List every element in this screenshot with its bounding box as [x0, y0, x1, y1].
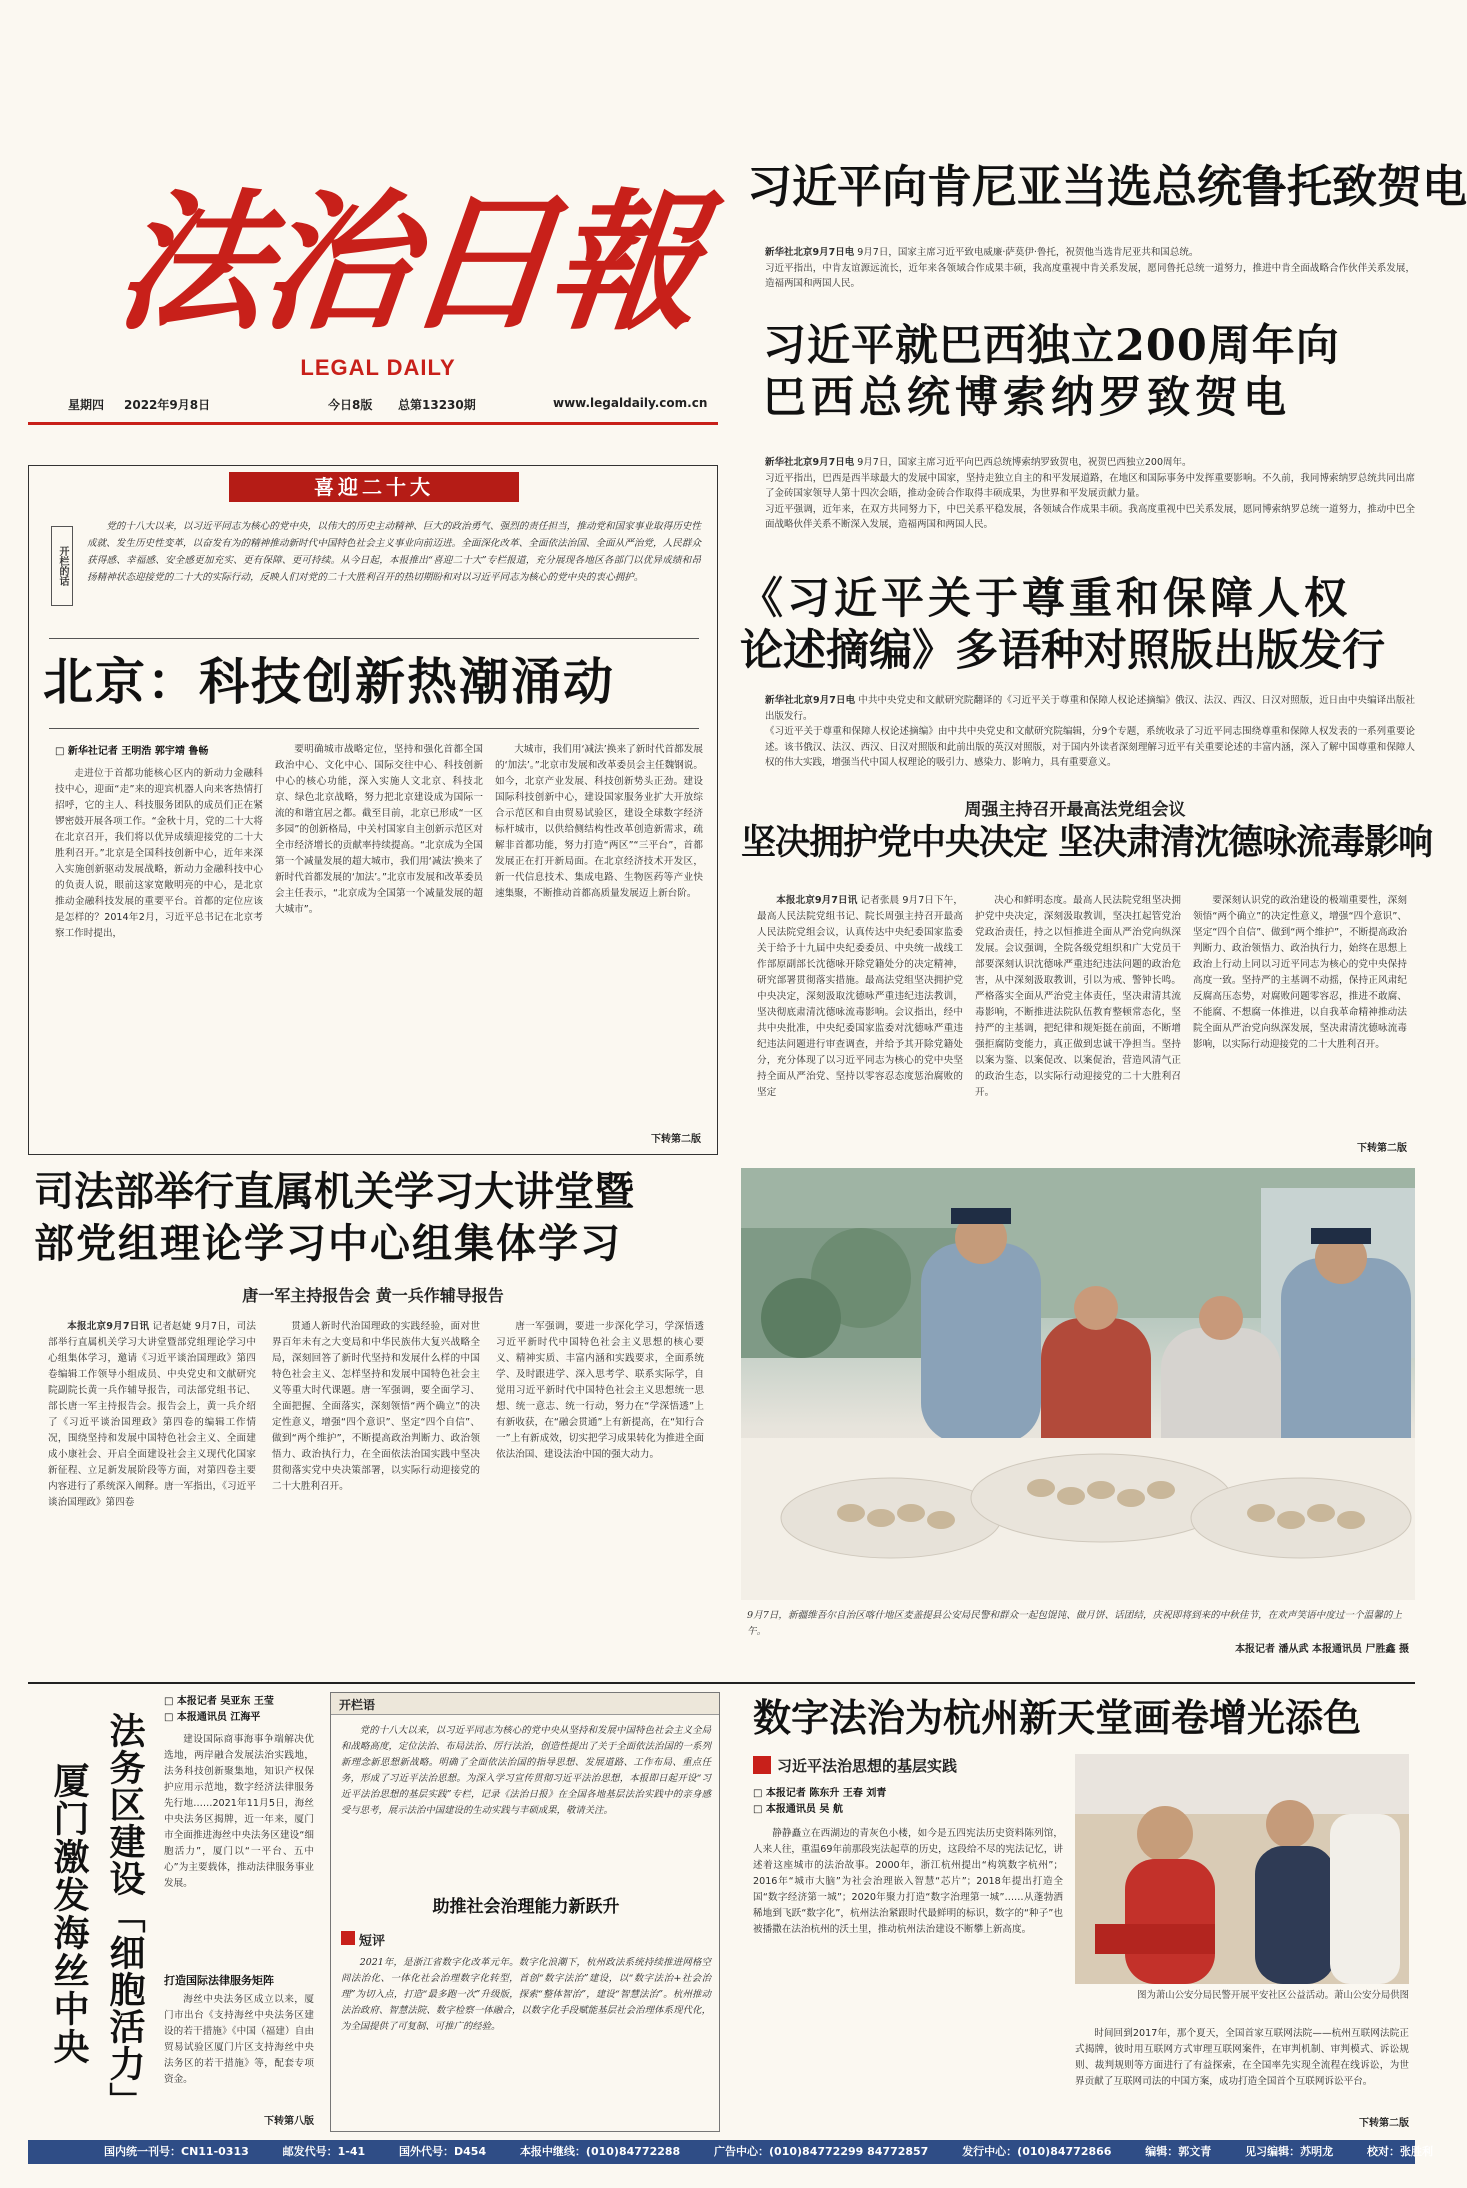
headline-line-1: 《习近平关于尊重和保障人权	[740, 574, 1351, 624]
headline-line-1: 司法部举行直属机关学习大讲堂暨	[34, 1168, 634, 1215]
byline: □ 新华社记者 王明浩 郭宇靖 鲁畅	[55, 746, 209, 757]
col3-text: 唐一军强调，要进一步深化学习，学深悟透习近平新时代中国特色社会主义思想的核心要义、精神实质、丰富内涵和实践要求，全面系统学、及时跟进学、深入思考学、联系实际学，自觉用习近平新时代中国特色社会主义思想统一思想、统一意志、统一行动，努力在“学深悟透”上有新收获，在“融会贯通”上有新提高，在“知行合一”上有新成效，切实把学习成果转化为推进全面依法治国、建设法治中国的强大动力。	[496, 1321, 704, 1460]
byline-2: □ 本报通讯员 江海平	[164, 1712, 261, 1723]
article-column-intro	[330, 1692, 720, 2132]
article-kenya	[735, 155, 1467, 305]
masthead-date: 2022年9月8日	[124, 398, 211, 412]
column-2	[275, 742, 483, 1141]
footer-postal-code: 邮发代号：1-41	[282, 2145, 366, 2158]
intro-text: 党的十八大以来，以习近平同志为核心的党中央，以伟大的历史主动精神、巨大的政治勇气、强烈的责任担当，推动党和国家事业取得历史性成就、发生历史性变革，以奋发有为的精神推动新时代中国特色社会主义事业向前迈进。全面深化改革、全面依法治国、全面从严治党，人民群众获得感、幸福感、安全感更加充实、更有保障、更可持续。从今日起，本报推出“喜迎二十大”专栏报道，充分展现各地区各部门以优异成绩和昂扬精神状态迎接党的二十大的实际行动，反映人们对党的二十大胜利召开的热切期盼和对以习近平同志为核心的党中央的衷心拥护。	[87, 521, 701, 583]
photo-image	[1075, 1754, 1409, 1984]
photo-caption: 图为萧山公安分局民警开展平安社区公益活动。萧山公安分局供图	[1137, 1990, 1409, 2001]
photo-illustration	[1075, 1754, 1409, 1984]
kicker: 周强主持召开最高法党组会议	[964, 800, 1186, 820]
dateline: 新华社北京9月7日电	[765, 247, 855, 258]
comment-body: 2021年，是浙江省数字化改革元年。数字化浪潮下，杭州政法系统持续推进网格空间法治化、一体化社会治理数字化转型，首创“数字法治”建设，以“数字法治+社会治理”为切入点，打造“最多跑一次”升级版，探索“整体智治”，建设“智慧法治”。杭州推动法治政府、智慧法院、数字检察一体融合，以数字化手段赋能基层社会治理体系现代化，为全国提供了可复制、可推广的经验。	[341, 1957, 711, 2032]
body-text-3: 习近平强调，近年来，在双方共同努力下，中巴关系平稳发展，各领域合作成果丰硕。我高度重视中巴关系发展，愿同博索纳罗总统一道努力，推动中巴全面战略伙伴关系不断深入发展，造福两国和两国人民。	[765, 503, 1415, 530]
column-tag	[51, 526, 73, 606]
article-hangzhou	[735, 1692, 1415, 2132]
column-label-text: 习近平法治思想的基层实践	[777, 1757, 958, 1775]
footer-domestic-code: 国内统一刊号：CN11-0313	[104, 2145, 249, 2158]
headline: 坚决拥护党中央决定 坚决肃清沈德咏流毒影响	[741, 822, 1433, 863]
headline: 习近平向肯尼亚当选总统鲁托致贺电	[747, 160, 1467, 213]
tag-text: 短评	[359, 1934, 386, 1949]
footer-proofreader: 校对：张胜利	[1366, 2145, 1433, 2158]
dateline: 新华社北京9月7日电	[765, 695, 856, 706]
column-icon	[753, 1756, 771, 1774]
headline-line-2: 巴西总统博索纳罗致贺电	[763, 373, 1291, 423]
continued-label: 下转第二版	[1359, 2118, 1409, 2129]
subtitle: 唐一军主持报告会 黄一兵作辅导报告	[242, 1286, 504, 1305]
masthead-pages: 今日8版	[328, 398, 373, 412]
article-body	[765, 455, 1415, 550]
banner-text: 喜迎二十大	[314, 475, 434, 499]
body-text: 9月7日，国家主席习近平向巴西总统博索纳罗致贺电，祝贺巴西独立200周年。	[857, 457, 1192, 468]
intro-header	[331, 1693, 719, 1715]
col1-text: 9月7日，司法部举行直属机关学习大讲堂暨部党组理论学习中心组集体学习，邀请《习近平谈治国理政》第四卷编辑工作领导小组成员、中央党史和文献研究院副院长黄一兵作辅导报告，司法部党组书记、部长唐一军主持报告会。报告会上，黄一兵介绍了《习近平谈治国理政》第四卷的编辑工作情况，围绕坚持和发展中国特色社会主义、全面建成小康社会、开启全面建设社会主义现代化国家新征程、立足新发展阶段等方面，对第四卷主要内容进行了系统深入阐释。唐一军指出，《习近平谈治国理政》第四卷	[48, 1321, 256, 1508]
column-2	[272, 1319, 480, 1669]
column-1	[48, 1319, 256, 1669]
footer-phone: 本报中继线：(010)84772288	[519, 2145, 681, 2158]
col2-text: 决心和鲜明态度。最高人民法院党组坚决拥护党中央决定，深刻汲取教训，坚决扛起管党治党政治责任，持之以恒推进全面从严治党向纵深发展。会议强调，全院各级党组织和广大党员干部要深刻认识沈德咏严重违纪违法问题的政治危害，从中深刻汲取教训，引以为戒、警钟长鸣。严格落实全面从严治党主体责任，坚决肃清其流毒影响，不断推进法院队伍教育整顿常态化，坚持严的主基调，把纪律和规矩挺在前面，不断增强拒腐防变能力，真正做到忠诚干净担当。坚持以案为鉴、以案促改、以案促治，营造风清气正的政治生态，以实际行动迎接党的二十大胜利召开。	[975, 895, 1181, 1098]
footer-bar	[28, 2140, 1433, 2164]
column-2	[975, 893, 1181, 1153]
headline: 助推社会治理能力新跃升	[432, 1897, 620, 1917]
continued-label: 下转第二版	[651, 1134, 701, 1145]
masthead-issue: 总第13230期	[398, 398, 476, 412]
photo-illustration	[741, 1168, 1415, 1600]
column-2	[1075, 2026, 1409, 2112]
footer-issue-center: 发行中心：(010)84772866	[962, 2145, 1112, 2158]
tag-icon	[341, 1931, 355, 1945]
intro-box	[330, 1692, 720, 2132]
footer-ads: 广告中心：(010)84772299 84772857	[714, 2145, 929, 2158]
col-text: 建设国际商事海事争端解决优选地，两岸融合发展法治实践地，法务科技创新聚集地，知识产权保护应用示范地，数字经济法律服务先行地……2021年11月5日，海丝中央法务区揭牌，近一年来，厦门市全面推进海丝中央法务区建设“细胞活力”，厦门以“一平台、五中心”为主要载体，推动法律服务事业发展。	[164, 1734, 314, 1889]
body-text-2: 习近平指出，中肯友谊源远流长，近年来各领域合作成果丰硕，我高度重视中肯关系发展，愿同鲁托总统一道努力，推进中肯全面战略合作伙伴关系发展，造福两国和两国人民。	[765, 262, 1415, 289]
photo-block	[741, 1168, 1415, 1668]
masthead-rule	[28, 422, 718, 425]
article-xiamen	[28, 1692, 316, 2132]
column-1	[757, 893, 963, 1153]
article-ministry-justice	[28, 1165, 718, 1675]
column-3	[1193, 893, 1407, 1137]
col2-text: 贯通人新时代治国理政的实践经验，面对世界百年未有之大变局和中华民族伟大复兴战略全局，深刻回答了新时代坚持和发展什么样的中国特色社会主义、怎样坚持和发展中国特色社会主义等重大时代课题。唐一军强调，要全面学习、全面把握、全面落实，深刻领悟“两个确立”的决定性意义，增强“四个意识”、坚定“四个自信”、做到“两个维护”，不断提高政治判断力、政治领悟力、政治执行力，在全面依法治国实践中坚决贯彻落实党中央决策部署，以实际行动迎接党的二十大胜利召开。	[272, 1321, 480, 1492]
vertical-headline-right: 法务区建设「细胞活力」	[104, 1712, 146, 2119]
masthead-logo: 法治日報	[108, 175, 704, 351]
photo-caption: 9月7日，新疆维吾尔自治区喀什地区麦盖提县公安局民警和群众一起包馄饨、做月饼、话团结，庆祝即将到来的中秋佳节，在欢声笑语中度过一个温馨的上午。	[747, 1610, 1402, 1637]
intro-text: 党的十八大以来，以习近平同志为核心的党中央从坚持和发展中国特色社会主义全局和战略高度，定位法治、布局法治、厉行法治，创造性提出了关于全面依法治国的一系列新理念新思想新战略。明确了全面依法治国的指导思想、发展道路、工作布局、重点任务，形成了习近平法治思想。为深入学习宣传贯彻习近平法治思想，本报即日起开设“习近平法治思想的基层实践”专栏，记录《法治日报》在全国各地基层法治实践中的亲身感受与思考，展示法治中国建设的生动实践与丰硕成果，敬请关注。	[341, 1725, 711, 1816]
byline-2: □ 本报通讯员 吴 航	[753, 1804, 843, 1815]
article-human-rights	[735, 575, 1415, 775]
byline-1: □ 本报记者 吴亚东 王莹	[164, 1696, 274, 1707]
banner	[229, 472, 519, 502]
masthead-website: www.legaldaily.com.cn	[553, 396, 708, 410]
col2-text: 时间回到2017年，那个夏天，全国首家互联网法院——杭州互联网法院正式揭牌，彼时用互联网方式审理互联网案件，在审判机制、审判模式、诉讼规则、裁判规则等方面进行了有益探索，在全国率先实现全流程在线诉讼，为世界贡献了互联网司法的中国方案，成功打造全国首个互联网诉讼平台。	[1075, 2028, 1409, 2087]
article-supreme-court	[735, 795, 1433, 1155]
byline-1: □ 本报记者 陈东升 王春 刘青	[753, 1788, 887, 1799]
headline-line-1: 习近平就巴西独立200周年向	[763, 321, 1340, 371]
photo-credit: 本报记者 潘从武 本报通讯员 尸胜鑫 摄	[1235, 1644, 1409, 1655]
col1-text: 静静矗立在西湖边的青灰色小楼，如今是五四宪法历史资料陈列馆，人来人往，重温69年前那段宪法起草的历史，这段给不尽的宪法记忆，讲述着这座城市的法治故事。2000年，浙江杭州提出“构筑数字杭州”；2016年“城市大脑”为社会治理嵌入智慧“芯片”；2018年提出打造全国“数字经济第一城”；2020年聚力打造“数字治理第一城”……从蓬勃洒稀地到飞跃“数字化”，杭州法治紧跟时代最鲜明的标识，数字的“种子”也被播撒在法治杭州的沃土里，推动杭州法治建设不断攀上新高度。	[753, 1828, 1063, 1935]
footer-foreign-code: 国外代号：D454	[399, 2145, 487, 2158]
continued-label: 下转第二版	[1357, 1143, 1407, 1154]
headline-line-2: 论述摘编》多语种对照版出版发行	[740, 626, 1385, 676]
short-comment-tag	[341, 1929, 411, 1949]
masthead-logo-en: LEGAL DAILY	[300, 355, 456, 380]
masthead-weekday: 星期四	[68, 398, 105, 412]
dateline: 本报北京9月7日讯	[67, 1321, 150, 1332]
col2-text: 海丝中央法务区成立以来，厦门市出台《支持海丝中央法务区建设的若干措施》《中国（福建）自由贸易试验区厦门片区支持海丝中央法务区的若干措施》等，配套专项资金。	[164, 1994, 314, 2085]
col1-text: 走进位于首都功能核心区内的新动力金融科技中心，迎面“走”来的迎宾机器人向来客热情打招呼，它的主人、科技服务团队的成员们正在紧锣密鼓开展各项工作。“金秋十月，党的二十大将在北京召开，我们将以优异成绩迎接党的二十大胜利召开。”北京是全国科技创新中心，近年来深入实施创新驱动发展战略，新动力金融科技中心的负责人说，眼前这家宽敞明亮的中心，是北京推动金融科技发展的重要平台。首都的定位应该是怎样的？2014年2月，习近平总书记在北京考察工作时提出，	[55, 768, 263, 939]
col3-text: 大城市，我们用‘减法’换来了新时代首都发展的‘加法’。”北京市发展和改革委员会主任魏钢说。如今，北京产业发展、科技创新势头正劲。建设国际科技创新中心，建设国家服务业扩大开放综合示范区和自由贸易试验区，建设全球数字经济标杆城市，以供给侧结构性改革创造新需求，疏解非首都功能，努力打造“两区”“三平台”，首都发展正在打开新局面。在北京经济技术开发区，新一代信息技术、集成电路、生物医药等产业快速集聚，不断推动首都高质量发展迈上新台阶。	[495, 744, 703, 899]
dateline: 新华社北京9月7日电	[765, 457, 855, 468]
col1-text: 9月7日下午，最高人民法院党组书记、院长周强主持召开最高人民法院党组会议，认真传达中央纪委国家监委关于给予十九届中央纪委委员、中央统一战线工作部原副部长沈德咏开除党籍处分的决定精神，研究部署贯彻落实措施。最高法党组坚决拥护党中央决定，深刻汲取沈德咏严重违纪违法教训，坚决彻底肃清沈德咏流毒影响。会议指出，经中共中央批准，中央纪委国家监委对沈德咏严重违纪违法问题进行审查调查，并给予其开除党籍处分，充分体现了以习近平同志为核心的党中央坚持全面从严治党、坚持以零容忍态度惩治腐败的坚定	[757, 895, 963, 1098]
column-label	[753, 1754, 1053, 1776]
column-1	[753, 1826, 1063, 2126]
column-1	[55, 766, 263, 1141]
col3-text: 要深刻认识党的政治建设的极端重要性，深刻领悟“两个确立”的决定性意义，增强“四个意识”、坚定“四个自信”、做到“两个维护”，不断提高政治判断力、政治领悟力、政治执行力，始终在思想上政治上行动上同以习近平同志为核心的党中央保持高度一致。坚持严的主基调不动摇，保持正风肃纪反腐高压态势，对腐败问题零容忍，推进不敢腐、不能腐、不想腐一体推进，以自我革命精神推动法院全面从严治党向纵深发展，坚决肃清沈德咏流毒影响，以实际行动迎接党的二十大胜利召开。	[1193, 895, 1407, 1050]
article-body	[765, 245, 1415, 307]
column-tag-text: 开栏的话	[57, 546, 68, 586]
footer-intern-editor: 见习编辑：苏明龙	[1245, 2145, 1334, 2158]
subhead: 打造国际法律服务矩阵	[164, 1974, 274, 1987]
footer-editor: 编辑：郭文青	[1145, 2145, 1212, 2158]
dateline: 本报北京9月7日讯	[776, 895, 858, 906]
article-brazil	[735, 320, 1415, 555]
masthead	[28, 150, 718, 440]
photo-image	[741, 1168, 1415, 1600]
reporter: 记者张晨	[860, 895, 900, 906]
divider	[49, 638, 699, 639]
headline: 数字法治为杭州新天堂画卷增光添色	[753, 1695, 1362, 1740]
section-divider	[28, 1682, 1415, 1684]
column-1	[164, 1732, 314, 1964]
intro-header-text: 开栏语	[339, 1698, 376, 1712]
divider-2	[49, 728, 699, 729]
masthead-info-bar	[68, 392, 708, 414]
body-text-2: 《习近平关于尊重和保障人权论述摘编》由中共中央党史和文献研究院编辑，分9个专题，系统收录了习近平同志围绕尊重和保障人权发表的一系列重要论述。该书俄汉、法汉、西汉、日汉对照版和此前出版的英汉对照版，对于国内外读者深刻理解习近平有关重要论述的丰富内涵，深入了解中国尊重和保障人权的伟大实践，增强当代中国人权理论的吸引力、感染力、影响力，具有重要意义。	[765, 726, 1415, 768]
headline: 北京：科技创新热潮涌动	[43, 653, 615, 711]
article-beijing-box	[28, 465, 718, 1155]
column-2	[164, 1992, 314, 2110]
continued-label: 下转第八版	[264, 2116, 314, 2127]
vertical-headline-left: 厦门激发海丝中央	[48, 1762, 90, 2066]
reporter: 记者赵婕	[152, 1321, 192, 1332]
body-text: 中共中央党史和文献研究院翻译的《习近平关于尊重和保障人权论述摘编》俄汉、法汉、西汉、日汉对照版，近日由中央编译出版社出版发行。	[765, 695, 1415, 722]
body-text: 9月7日，国家主席习近平致电威廉·萨莫伊·鲁托，祝贺他当选肯尼亚共和国总统。	[857, 247, 1199, 258]
col2-text: 要明确城市战略定位，坚持和强化首都全国政治中心、文化中心、国际交往中心、科技创新中心的核心功能，深入实施人文北京、科技北京、绿色北京战略，努力把北京建设成为国际一流的和谐宜居之都。截至目前，北京已形成“一区多园”的创新格局，中关村国家自主创新示范区对全市经济增长的贡献率持续提高。“北京成为全国第一个减量发展的超大城市，我们用‘减法’换来了新时代首都发展的‘加法’。”北京市发展和改革委员会主任表示，“北京成为全国第一个减量发展的超大城市”。	[275, 744, 483, 915]
article-body	[765, 693, 1415, 773]
column-3	[495, 742, 703, 1127]
column-3	[496, 1319, 704, 1669]
headline-line-2: 部党组理论学习中心组集体学习	[34, 1220, 622, 1267]
body-text-2: 习近平指出，巴西是西半球最大的发展中国家，坚持走独立自主的和平发展道路，在地区和国际事务中发挥重要影响。不久前，我同博索纳罗总统共同出席了金砖国家领导人第十四次会晤，推动金砖合作取得丰硕成果，为世界和平发展贡献力量。	[765, 472, 1415, 499]
